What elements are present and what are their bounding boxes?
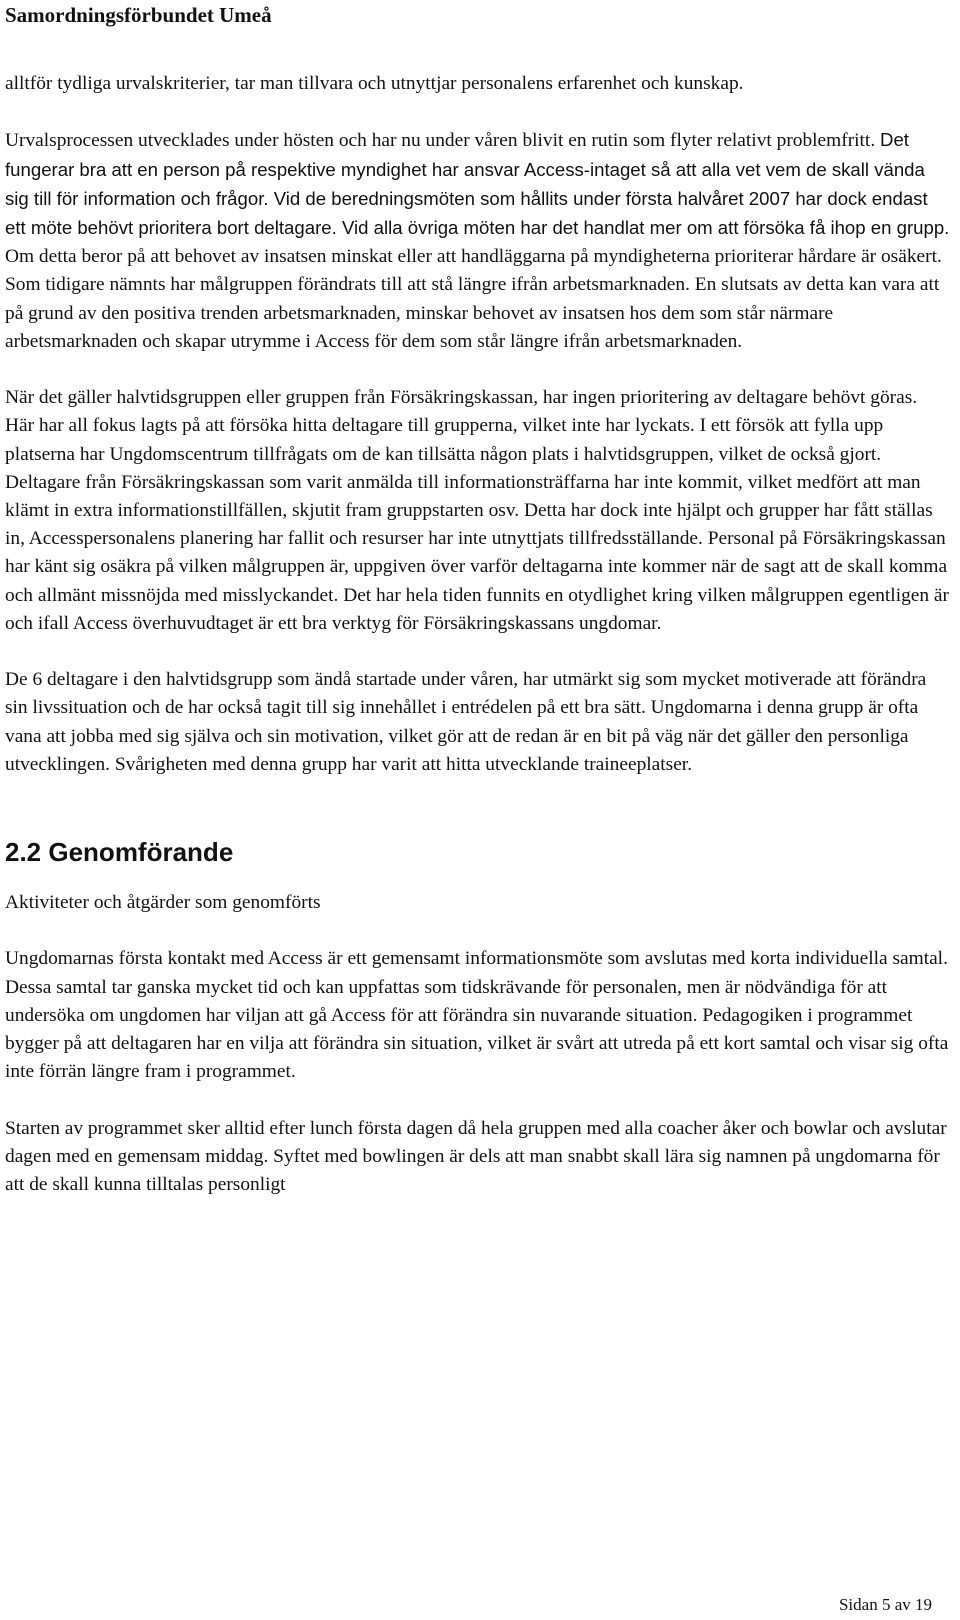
paragraph-2-part-a: Urvalsprocessen utvecklades under hösten och har nu under våren blivit en rutin som flyter relativt problemfritt.: [5, 130, 881, 152]
paragraph-2-part-c: Om detta beror på att behovet av insatsen minskat eller att handläggarna på myndigheterna prioriterar hårdare är osäkert. Som tidigare nämnts har målgruppen förändrats till att stå längre ifrån arbetsmarknaden. En slutsats av detta kan vara att på grund av den positiva trenden arbetsmarknaden, minskar behovet av insatsen hos dem som står närmare arbetsmarknaden och skapar utrymme i Access för dem som står längre ifrån arbetsmarknaden.: [5, 246, 942, 352]
paragraph-5: Ungdomarnas första kontakt med Access är ett gemensamt informationsmöte som avslutas med korta individuella samtal. Dessa samtal tar ganska mycket tid och kan uppfattas som tidskrävande för personalen, men är nödvändiga för att undersöka om ungdomen har viljan att gå Access för att förändra sin nuvarande situation. Pedagogiken i programmet bygger på att deltagaren har en vilja att förändra sin situation, vilket är svårt att utreda på ett kort samtal och visar sig ofta inte förrän längre fram i programmet.: [5, 948, 949, 1083]
page-header-title: Samordningsförbundet Umeå: [5, 3, 272, 27]
document-body: [5, 70, 950, 1227]
paragraph-3: När det gäller halvtidsgruppen eller gruppen från Försäkringskassan, har ingen prioritering av deltagare behövt göras. Här har all fokus lagts på att försöka hitta deltagare till grupperna, vilket inte har lyckats. I ett försök att fylla upp platserna har Ungdomscentrum tillfrågats om de kan tillsätta någon plats i halvtidsgruppen, vilket de också gjort. Deltagare från Försäkringskassan som varit anmälda till informationsträffarna har inte kommit, vilket medfört att man klämt in extra informationstillfällen, skjutit fram gruppstarten osv. Detta har dock inte hjälpt och grupper har fått ställas in, Accesspersonalens planering har fallit och resurser har inte utnyttjats tillfredsställande. Personal på Försäkringskassan har känt sig osäkra på vilken målgruppen är, uppgiven över varför deltagarna inte kommer när de sagt att de skall komma och allmänt missnöjda med misslyckandet. Det har hela tiden funnits en otydlighet kring vilken målgruppen egentligen är och ifall Access överhuvudtaget är ett bra verktyg för Försäkringskassans ungdomar.: [5, 387, 949, 634]
page-number: Sidan 5 av 19: [838, 1595, 932, 1614]
paragraph-1: alltför tydliga urvalskriterier, tar man tillvara och utnyttjar personalens erfarenhet och kunskap.: [5, 73, 744, 94]
paragraph-6: Starten av programmet sker alltid efter lunch första dagen då hela gruppen med alla coacher åker och bowlar och avslutar dagen med en gemensam middag. Syftet med bowlingen är dels att man snabbt skall lära sig namnen på ungdomarna för att de skall kunna tilltalas personligt: [5, 1117, 947, 1196]
section-subheading: Aktiviteter och åtgärder som genomförts: [5, 892, 321, 914]
paragraph-4: De 6 deltagare i den halvtidsgrupp som ändå startade under våren, har utmärkt sig som mycket motiverade att förändra sin livssituation och de har också tagit till sig innehållet i entrédelen på ett bra sätt. Ungdomarna i denna grupp är ofta vana att jobba med sig själva och sin motivation, vilket gör att de redan är en bit på väg när det gäller den personliga utvecklingen. Svårigheten med denna grupp har varit att hitta utvecklande traineeplatser.: [5, 669, 927, 775]
paragraph-2: [5, 126, 950, 356]
paragraph-2-part-b: Det fungerar bra att en person på respektive myndighet har ansvar Access-intaget så att alla vet vem de skall vända sig till för information och frågor. Vid de beredningsmöten som hållits under första halvåret 2007 har dock endast ett möte behövt prioritera bort deltagare. Vid alla övriga möten har det handlat mer om att försöka få ihop en grupp.: [5, 129, 950, 238]
section-heading: 2.2 Genomförande: [5, 837, 234, 868]
